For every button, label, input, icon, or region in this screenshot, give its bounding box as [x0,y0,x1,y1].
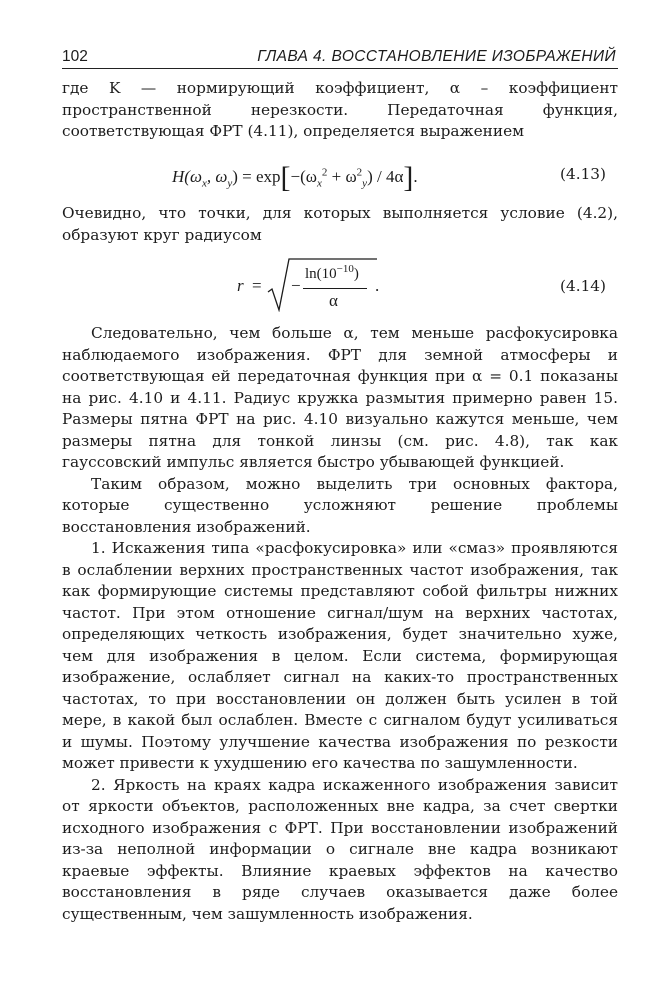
paragraph-circle [62,203,618,246]
equation-4-13: $H(\omega_x$, $\omega_y) = \exp[-(\omega_x^2 + \omega^2_y) / 4\alpha]$. [172,161,418,194]
equation-4-14: r = − $\ln(10^{-10})$ α . [237,256,387,316]
paragraph-text: где K — нормирующий коэффициент, α – коэффициент пространственной нерезкости. Передаточная функция, соответствующая ФРТ (4.11), определяется выражением [62,79,618,140]
paragraph-intro [62,78,618,143]
paragraph-body [62,323,618,925]
page-number: 102 [62,48,88,65]
paragraph-text: Следовательно, чем больше α, тем меньше расфокусировка наблюдаемого изображения. ФРТ для земной атмосферы и соответствующая ей передаточная функция при α = 0.1 показаны на рис. 4.10 и 4.11. Радиус кружка размытия примерно равен 15. Размеры пятна ФРТ на рис. 4.10 визуально кажутся меньше, чем размеры пятна для тонкой линзы (см. рис. 4.8), так как гауссовский импульс является быстро убывающей функцией. [62,324,618,471]
paragraph-text: Таким образом, можно выделить три основных фактора, которые существенно усложняют решение проблемы восстановления изображений. [62,474,618,536]
fraction-denominator: α [329,291,338,310]
paragraph-text: 2. Яркость на краях кадра искаженного изображения зависит от яркости объектов, расположенных вне кадра, за счет свертки исходного изображения с ФРТ. При восстановлении изображений из-за неполной информации о сигнале вне кадра возникают краевые эффекты. Влияние краевых эффектов на качество восстановления в ряде случаев оказывается даже более существенным, чем зашумленность изображения. [62,775,618,923]
chapter-title: ГЛАВА 4. ВОССТАНОВЛЕНИЕ ИЗОБРАЖЕНИЙ [257,48,616,65]
running-header [62,46,618,69]
equation-number-4-13: (4.13) [560,165,606,183]
fraction-numerator: $\ln(10^{-10})$ [305,263,359,282]
paragraph-text: Очевидно, что точки, для которых выполняется условие (4.2), образуют круг радиусом [62,204,618,244]
paragraph-text: 1. Искажения типа «расфокусировка» или «смаз» проявляются в ослаблении верхних пространственных частот изображения, так как формирующие системы представляют собой фильтры нижних частот. При этом отношение сигнал/шум на верхних частотах, определяющих четкость изображения, будет значительно хуже, чем для изображения в целом. Если система, формирующая изображение, ослабляет сигнал на каких-то пространственных частотах, то при восстановлении он должен быть усилен в той мере, в какой был ослаблен. Вместе с сигналом будут усиливаться и шумы. Поэтому улучшение качества изображения по резкости может привести к ухудшению его качества по зашумленности. [62,539,618,772]
equation-number-4-14: (4.14) [560,277,606,295]
